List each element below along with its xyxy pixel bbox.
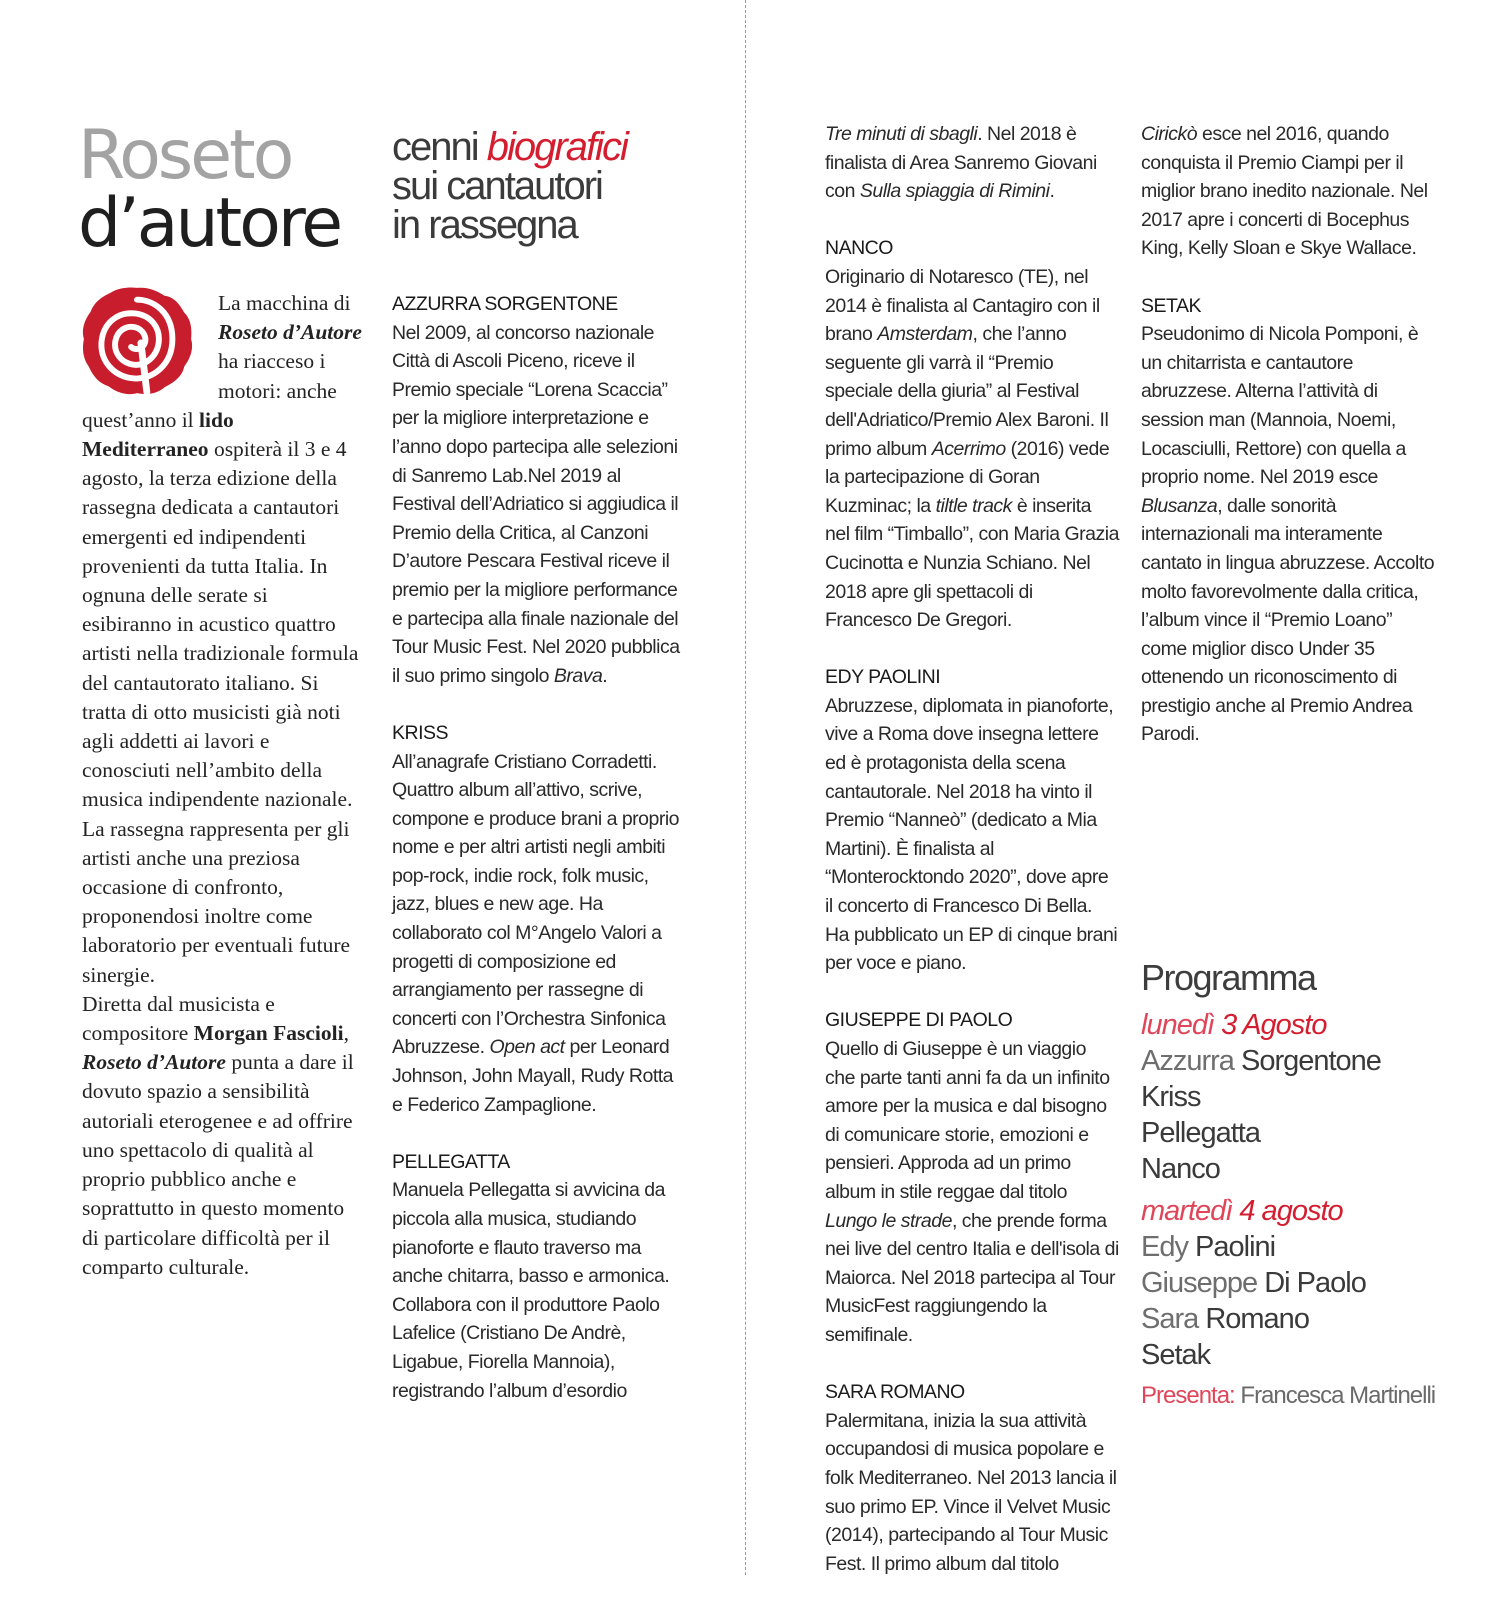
bio-pellegatta: [392, 1148, 684, 1405]
bio-text: Quello di Giuseppe è un viaggio che parte tanti anni fa da un infinito amore per la musica e dal bisogno di comunicare storie, emozioni e pensieri. Approda ad un primo album in stile reggae dal titolo Lungo le strade, che prende forma nei live del centro Italia e dell'isola di Maiorca. Nel 2018 partecipa al Tour MusicFest raggiungendo la semifinale.: [825, 1038, 1119, 1346]
bio-azzurra-sorgentone: [392, 290, 684, 690]
bios-heading: cenni biografici sui cantautori in rassegna: [392, 125, 627, 247]
bio-text: Pseudonimo di Nicola Pomponi, è un chitarrista e cantautore abruzzese. Alterna l’attività di session man (Mannoia, Noemi, Locasciulli, Rettore) con quella a proprio nome. Nel 2019 esce Blusanza, dalle sonorità internazionali ma interamente cantato in lingua abruzzese. Accolto molto favorevolmente dalla critica, l’album vince il “Premio Loano” come miglior disco Under 35 ottenendo un riconoscimento di prestigio anche al Premio Andrea Parodi.: [1141, 323, 1435, 746]
intro-text: La macchina di Roseto d’Autore ha riacceso i motori: anche quest’anno il lido Mediterraneo ospiterà il 3 e 4 agosto, la terza edizione della rassegna dedicata a cantautori emergenti ed indipendenti provenienti da tutta Italia. In ognuna delle serate si esibiranno in acustico quattro artisti nella tradizionale formula del cantautorato italiano. Si tratta di otto musicisti già noti agli addetti ai lavori e conosciuti nell’ambito della musica indipendente nazionale. La rassegna rappresenta per gli artisti anche una preziosa occasione di confronto, proponendosi inoltre come laboratorio per eventuali future sinergie. Diretta dal musicista e compositore Morgan Fascioli, Roseto d’Autore punta a dare il dovuto spazio a sensibilità autoriali eterogenee e ad offrire uno spettacolo di qualità al proprio pubblico anche e soprattutto in questo momento di particolare difficoltà per il comparto culturale.: [82, 291, 362, 1279]
bio-pellegatta-continued: [825, 120, 1120, 206]
bio-name: SETAK: [1141, 294, 1201, 317]
bio-setak: [1141, 292, 1441, 750]
program-artist: Giuseppe Di Paolo: [1141, 1267, 1366, 1299]
programma-section: [1141, 955, 1471, 1413]
fold-line: [745, 0, 746, 1575]
bio-sara-romano: [825, 1378, 1120, 1578]
bio-text: Tre minuti di sbagli. Nel 2018 è finalista di Area Sanremo Giovani con Sulla spiaggia di Rimini.: [825, 123, 1097, 203]
program-artist: Nanco: [1141, 1153, 1220, 1185]
bio-name: EDY PAOLINI: [825, 666, 941, 689]
bio-edy-paolini: [825, 663, 1120, 978]
bio-name: KRISS: [392, 721, 449, 744]
bio-kriss: [392, 719, 684, 1119]
bio-name: NANCO: [825, 237, 893, 260]
program-artist: Sara Romano: [1141, 1303, 1309, 1335]
bio-text: All’anagrafe Cristiano Corradetti. Quattro album all’attivo, scrive, compone e produce brani a proprio nome e per altri artisti negli ambiti pop-rock, indie rock, folk music, jazz, blues e new age. Ha collaborato col M°Angelo Valori a progetti di composizione ed arrangiamento per rassegne di concerti con l’Orchestra Sinfonica Abruzzese. Open act per Leonard Johnson, John Mayall, Rudy Rotta e Federico Zampaglione.: [392, 750, 680, 1116]
bio-text: Cirickò esce nel 2016, quando conquista il Premio Ciampi per il miglior brano inedito nazionale. Nel 2017 apre i concerti di Bocephus King, Kelly Sloan e Skye Wallace.: [1141, 123, 1428, 260]
bio-name: AZZURRA SORGENTONE: [392, 293, 618, 315]
bio-sara-romano-continued: [1141, 120, 1441, 263]
brand-title-line2: d’autore: [78, 184, 341, 263]
bio-name: SARA ROMANO: [825, 1381, 965, 1404]
program-artist: Kriss: [1141, 1081, 1201, 1113]
day-1-heading: lunedì 3 Agosto: [1141, 1009, 1327, 1041]
programma-title: Programma: [1141, 957, 1316, 998]
program-artist: Pellegatta: [1141, 1117, 1260, 1149]
bio-text: Manuela Pellegatta si avvicina da piccola alla musica, studiando pianoforte e flauto traverso ma anche chitarra, basso e armonica. Collabora con il produttore Paolo Lafelice (Cristiano De Andrè, Ligabue, Fiorella Mannoia), registrando l’album d’esordio: [392, 1179, 670, 1402]
bio-giuseppe-di-paolo: [825, 1006, 1120, 1349]
bio-name: PELLEGATTA: [392, 1150, 510, 1173]
program-artist: Edy Paolini: [1141, 1231, 1276, 1263]
bio-text: Originario di Notaresco (TE), nel 2014 è finalista al Cantagiro con il brano Amsterdam, che l’anno seguente gli varrà il “Premio speciale della giuria” al Festival dell'Adriatico/Premio Alex Baroni. Il primo album Acerrimo (2016) vede la partecipazione di Goran Kuzminac; la tiltle track è inserita nel film “Timballo”, con Maria Grazia Cucinotta e Nunzia Schiano. Nel 2018 apre gli spettacoli di Francesco De Gregori.: [825, 265, 1119, 632]
presenter-line: Presenta: Francesca Martinelli: [1141, 1382, 1436, 1409]
brand-title-line1: Roseto: [78, 116, 292, 195]
bio-text: Abruzzese, diplomata in pianoforte, vive a Roma dove insegna lettere ed è protagonista della scena cantautorale. Nel 2018 ha vinto il Premio “Nanneò” (dedicato a Mia Martini). È finalista al “Monterocktondo 2020”, dove apre il concerto di Francesco Di Bella. Ha pubblicato un EP di cinque brani per voce e piano.: [825, 694, 1118, 975]
program-artist: Azzurra Sorgentone: [1141, 1045, 1381, 1077]
bio-name: GIUSEPPE DI PAOLO: [825, 1009, 1013, 1032]
bio-text: Palermitana, inizia la sua attività occupandosi di musica popolare e folk Mediterraneo. Nel 2013 lancia il suo primo EP. Vince il Velvet Music (2014), partecipando al Tour Music Fest. Il primo album dal titolo: [825, 1409, 1117, 1575]
day-2-heading: martedì 4 agosto: [1141, 1195, 1343, 1227]
bio-nanco: [825, 234, 1120, 634]
bio-text: Nel 2009, al concorso nazionale Città di Ascoli Piceno, riceve il Premio speciale “Lorena Scaccia” per la migliore interpretazione e l’anno dopo partecipa alle selezioni di Sanremo Lab.Nel 2019 al Festival dell’Adriatico si aggiudica il Premio della Critica, al Canzoni D’autore Pescara Festival riceve il premio per la migliore performance e partecipa alla finale nazionale del Tour Music Fest. Nel 2020 pubblica il suo primo singolo Brava.: [392, 321, 680, 687]
program-artist: Setak: [1141, 1339, 1211, 1371]
